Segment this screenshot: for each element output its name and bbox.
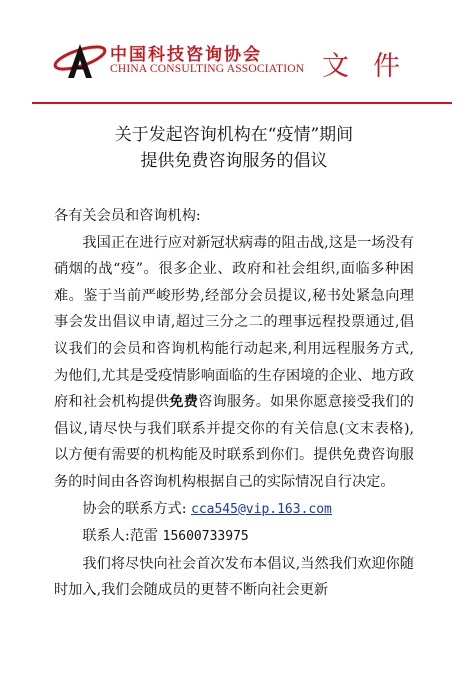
header-divider — [32, 102, 452, 104]
contact-person-line — [54, 523, 414, 551]
paragraph-1 — [54, 230, 414, 496]
document-title — [0, 122, 468, 174]
org-name-cn: 中国科技咨询协会 — [110, 45, 262, 65]
letterhead — [0, 0, 468, 120]
contact-email-line — [54, 496, 414, 524]
paragraph-2: 我们将尽快向社会首次发布本倡议,当然我们欢迎你随时加入,我们会随成员的更替不断向社会更新 — [54, 555, 414, 599]
paragraph-1-text: 我国正在进行应对新冠状病毒的阻击战,这是一场没有硝烟的战“疫”。很多企业、政府和社会组织,面临多种困难。鉴于当前严峻形势,经部分会员提议,秘书处紧急向理事会发出倡议申请,超过三分之二的理事远程投票通过,倡议我们的会员和咨询机构能行动起来,利用远程服务方式,为他们,尤其是受疫情影响面临的生存困境的企业、地方政府和社会机构提 — [54, 234, 414, 411]
title-line-1: 关于发起咨询机构在“疫情”期间 — [114, 125, 354, 145]
title-line-2: 提供免费咨询服务的倡议 — [140, 151, 328, 171]
org-name-en: CHINA CONSULTING ASSOCIATION — [110, 63, 305, 75]
cca-logo-icon — [52, 38, 108, 80]
paragraph-1-cont-pre: 供 — [154, 394, 170, 411]
document-body — [54, 203, 414, 604]
paragraph-1-cont-post: 咨询服务。如果你愿意接受我们的倡议,请尽快与我们联系并提交你的有关信息(文末表格),以方便有需要的机构能及时联系到你们。提供免费咨询服务的时间由各咨询机构根据自己的实际情况自行决定。 — [54, 394, 414, 490]
document-label: 文件 — [322, 51, 424, 82]
contact-person: 联系人:范雷 — [82, 528, 159, 545]
salutation: 各有关会员和咨询机构: — [54, 208, 201, 224]
paragraph-1-emphasis: 免费 — [169, 394, 199, 411]
contact-email-link[interactable]: cca545@vip.163.com — [191, 501, 332, 517]
contact-label: 协会的联系方式: — [82, 500, 187, 517]
contact-phone: 15600733975 — [162, 529, 249, 545]
